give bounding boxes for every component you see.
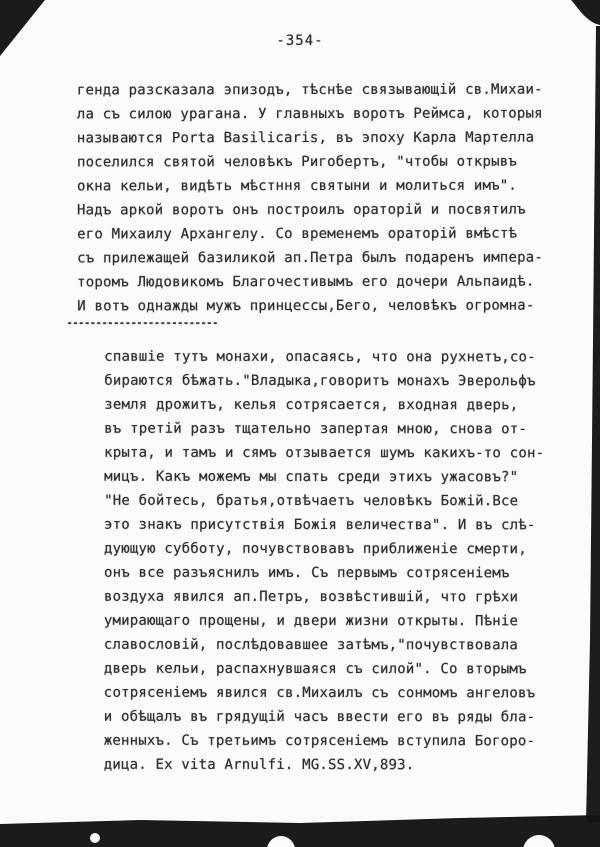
text-line: И вотъ однажды мужъ принцессы,Бего, человѣкъ огромна- [77,297,535,315]
paragraph-1 [77,78,543,319]
text-line: женныхъ. Съ третьимъ сотрясеніемъ вступила Богоро- [103,732,536,750]
text-line: и обѣщалъ въ грядущій часъ ввести его въ ряды бла- [103,708,536,726]
text-line: крыта, и тамъ и сямъ отзывается шумъ какихъ-то сон- [104,444,545,462]
text-line: Надъ аркой воротъ онъ построилъ ораторій и посвятилъ [77,201,526,219]
scan-artifact-white-speck [90,833,100,843]
text-line: ла съ силою урагана. У главныхъ воротъ Реймса, которыя [76,105,543,123]
text-line: окна кельи, видѣть мѣстння святыни и молиться имъ". [76,177,518,195]
text-line: это знакъ присутствія Божія величества". И въ слѣ- [104,516,536,534]
text-line: онъ все разъяснилъ имъ. Съ первымъ сотрясеніемъ [103,564,510,582]
text-line: въ третій разъ тщательно запертая мною, снова от- [104,420,528,438]
text-line: воздуха явился ап.Петръ, возвѣстившій, что грѣхи [103,588,519,606]
scan-artifact-right-edge-strip [586,26,600,822]
text-line: умирающаго прощены, и двери жизни открыты. Пѣніе [103,612,519,630]
citation-line: дица. Ex vita Arnulfi. MG.SS.XV,893. [103,756,415,774]
text-line: поселился святой человѣкъ Ригобертъ, "чтобы открывъ [76,153,518,171]
strikethrough-dash-line: -------------------------- [66,310,218,334]
scan-artifact-white-notch [523,835,555,847]
scan-artifact-bottom-bar [0,815,600,847]
text-line: дверь кельи, распахнувшаяся съ силой". Со вторымъ [103,660,527,678]
text-line: земля дрожитъ, келья сотрясается, входная дверь, [104,396,519,414]
text-line: сотрясеніемъ явился св.Михаилъ съ сонмомъ ангеловъ [103,684,536,702]
text-line: дующую субботу, почувствовавъ приближеніе смерти, [104,540,527,558]
text-line: называются Porta Basilicaris, въ эпоху Карла Мартелла [76,129,535,147]
text-line: бираются бѣжать."Владыка,говоритъ монахъ Эверольфъ [104,372,536,390]
text-line: спавшіе тутъ монахи, опасаясь, что она рухнетъ,со- [104,348,536,366]
scan-artifact-white-notch [267,836,295,847]
text-line: "Не бойтесь, братья,отвѣчаетъ человѣкъ Божій.Все [104,492,519,510]
text-line: мицъ. Какъ можемъ мы спать среди этихъ ужасовъ?" [104,468,519,486]
paragraph-2-indented-quote [104,345,545,778]
text-line: его Михаилу Архангелу. Со временемъ ораторій вмѣстѣ [77,225,518,243]
text-line: славословій, послѣдовавшее затѣмъ,"почувствовала [103,636,519,654]
text-line: торомъ Людовикомъ Благочестивымъ его дочери Альпаидѣ. [77,273,535,291]
page-number: -354- [276,33,324,49]
text-line: генда разсказала эпизодъ, тѣснѣе связывающій св.Михаи- [76,81,543,99]
text-line: съ прилежащей базиликой ап.Петра былъ подаренъ импера- [77,249,544,267]
scan-artifact-top-right-blob [571,0,600,25]
